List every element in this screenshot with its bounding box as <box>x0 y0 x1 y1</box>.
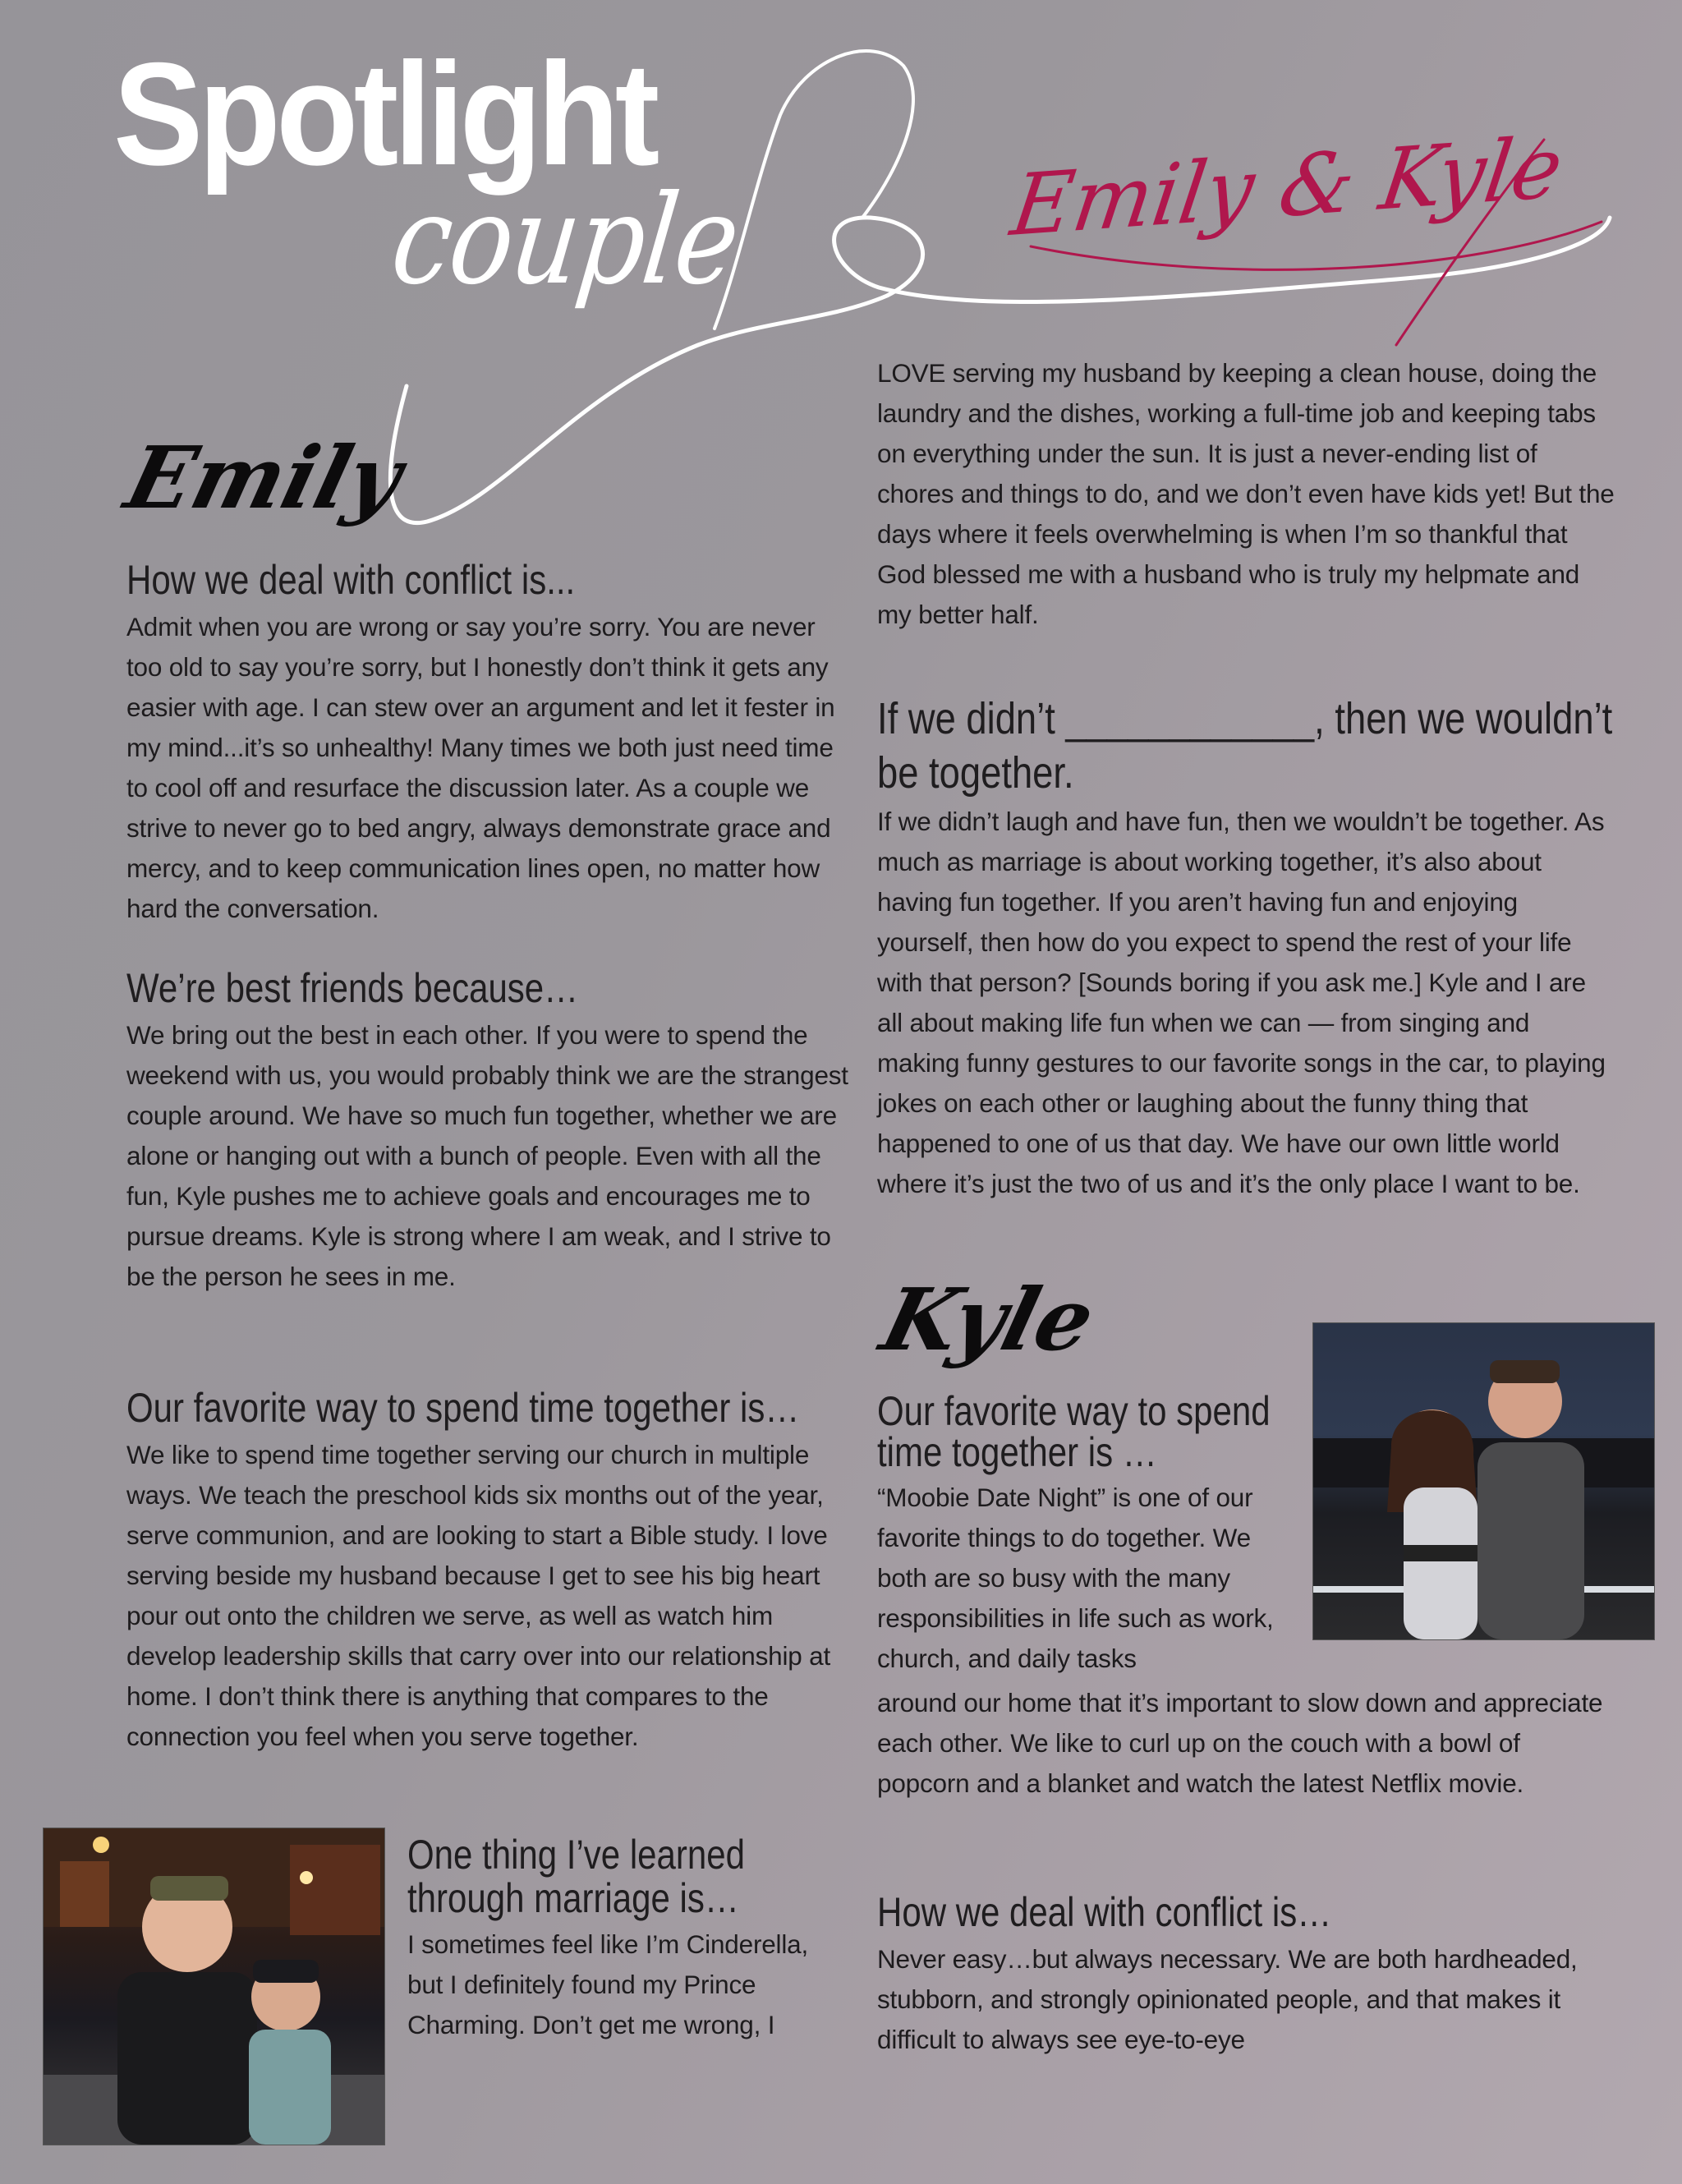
section-heading: How we deal with conflict is… <box>877 1889 1332 1935</box>
section-heading: We’re best friends because… <box>126 965 579 1011</box>
section-heading: Our favorite way to spend time together is … <box>877 1388 1271 1475</box>
emily-section-favorite-way <box>126 1386 849 1757</box>
section-heading: How we deal with conflict is... <box>126 557 576 603</box>
section-text: LOVE serving my husband by keeping a clean house, doing the laundry and the dishes, working a full-time job and keeping tabs on everything under the sun. It is just a never-ending list of chores and things to do, and we don’t even have kids yet! But the days where it feels overwhelming is when I’m so thankful that God blessed me with a husband who is truly my helpmate and my better half. <box>877 358 1615 629</box>
section-text: I sometimes feel like I’m Cinderella, but I definitely found my Prince Charming. Don’t get me wrong, I <box>407 1929 809 2039</box>
section-text: “Moobie Date Night” is one of our favorite things to do together. We both are so busy with the many responsibilities in life such as work, church, and daily tasks <box>877 1483 1274 1673</box>
emily-name-heading: Emily <box>116 427 412 528</box>
couple-names: Emily & Kyle <box>1005 118 1569 256</box>
section-heading: Our favorite way to spend time together is… <box>126 1385 800 1431</box>
section-text: Admit when you are wrong or say you’re sorry. You are never too old to say you’re sorry, but I honestly don’t think it gets any easier with age. I can stew over an argument and let it fester in my mind...it’s so unhealthy! Many times we both just need time to cool off and resurface the discussion later. As a couple we strive to never go to bed angry, always demonstrate grace and mercy, and to keep communication lines open, no matter how hard the conversation. <box>126 611 835 923</box>
emily-kyle-photo-night <box>1312 1322 1655 1640</box>
page-title: Spotlight <box>113 32 655 195</box>
section-text: around our home that it’s important to slow down and appreciate each other. We like to curl up on the couch with a bowl of popcorn and a blanket and watch the latest Netflix movie. <box>877 1688 1603 1798</box>
section-text: We like to spend time together serving our church in multiple ways. We teach the preschool kids six months out of the year, serve communion, and are looking to start a Bible study. I love serving beside my husband because I get to see his big heart pour out onto the children we serve, as well as watch him develop leadership skills that carry over into our relationship at home. I don’t think there is anything that compares to the connection you feel when you serve together. <box>126 1439 831 1751</box>
kyle-section-conflict <box>877 1891 1616 2060</box>
section-text: If we didn’t laugh and have fun, then we wouldn’t be together. As much as marriage is about working together, it’s also about having fun together. If you aren’t having fun and enjoying yourself, then how do you expect to spend the rest of your life with that person? [Sounds boring if you ask me.] Kyle and I are all about making life fun when we can — from singing and making funny gestures to our favorite songs in the car, to playing jokes on each other or laughing about the funny thing that happened to one of us that day. We have our own little world where it’s just the two of us and it’s the only place I want to be. <box>877 807 1606 1198</box>
emily-kyle-photo-street <box>43 1828 385 2145</box>
emily-section-learned <box>407 1833 843 2045</box>
page-subtitle: couple <box>384 169 746 312</box>
kyle-section-favorite-way <box>877 1388 1304 1679</box>
section-text: Never easy…but always necessary. We are both hardheaded, stubborn, and strongly opinionated people, and that makes it difficult to always see eye-to-eye <box>877 1943 1578 2054</box>
section-text: We bring out the best in each other. If you were to spend the weekend with us, you would probably think we are the strangest couple around. We have so much fun together, whether we are alone or hanging out with a bunch of people. Even with all the fun, Kyle pushes me to achieve goals and encourages me to pursue dreams. Kyle is strong where I am weak, and I strive to be the person he sees in me. <box>126 1019 848 1291</box>
section-heading: If we didn’t ____________, then we wouldn’t be together. <box>877 694 1613 798</box>
emily-section-fill-in <box>877 692 1616 1204</box>
section-heading: One thing I’ve learned through marriage is… <box>407 1832 745 1921</box>
emily-continued-text <box>877 353 1616 635</box>
emily-section-best-friends <box>126 967 849 1297</box>
kyle-section-favorite-way-continued <box>877 1683 1616 1804</box>
emily-section-conflict <box>126 559 849 929</box>
kyle-name-heading: Kyle <box>871 1269 1105 1370</box>
